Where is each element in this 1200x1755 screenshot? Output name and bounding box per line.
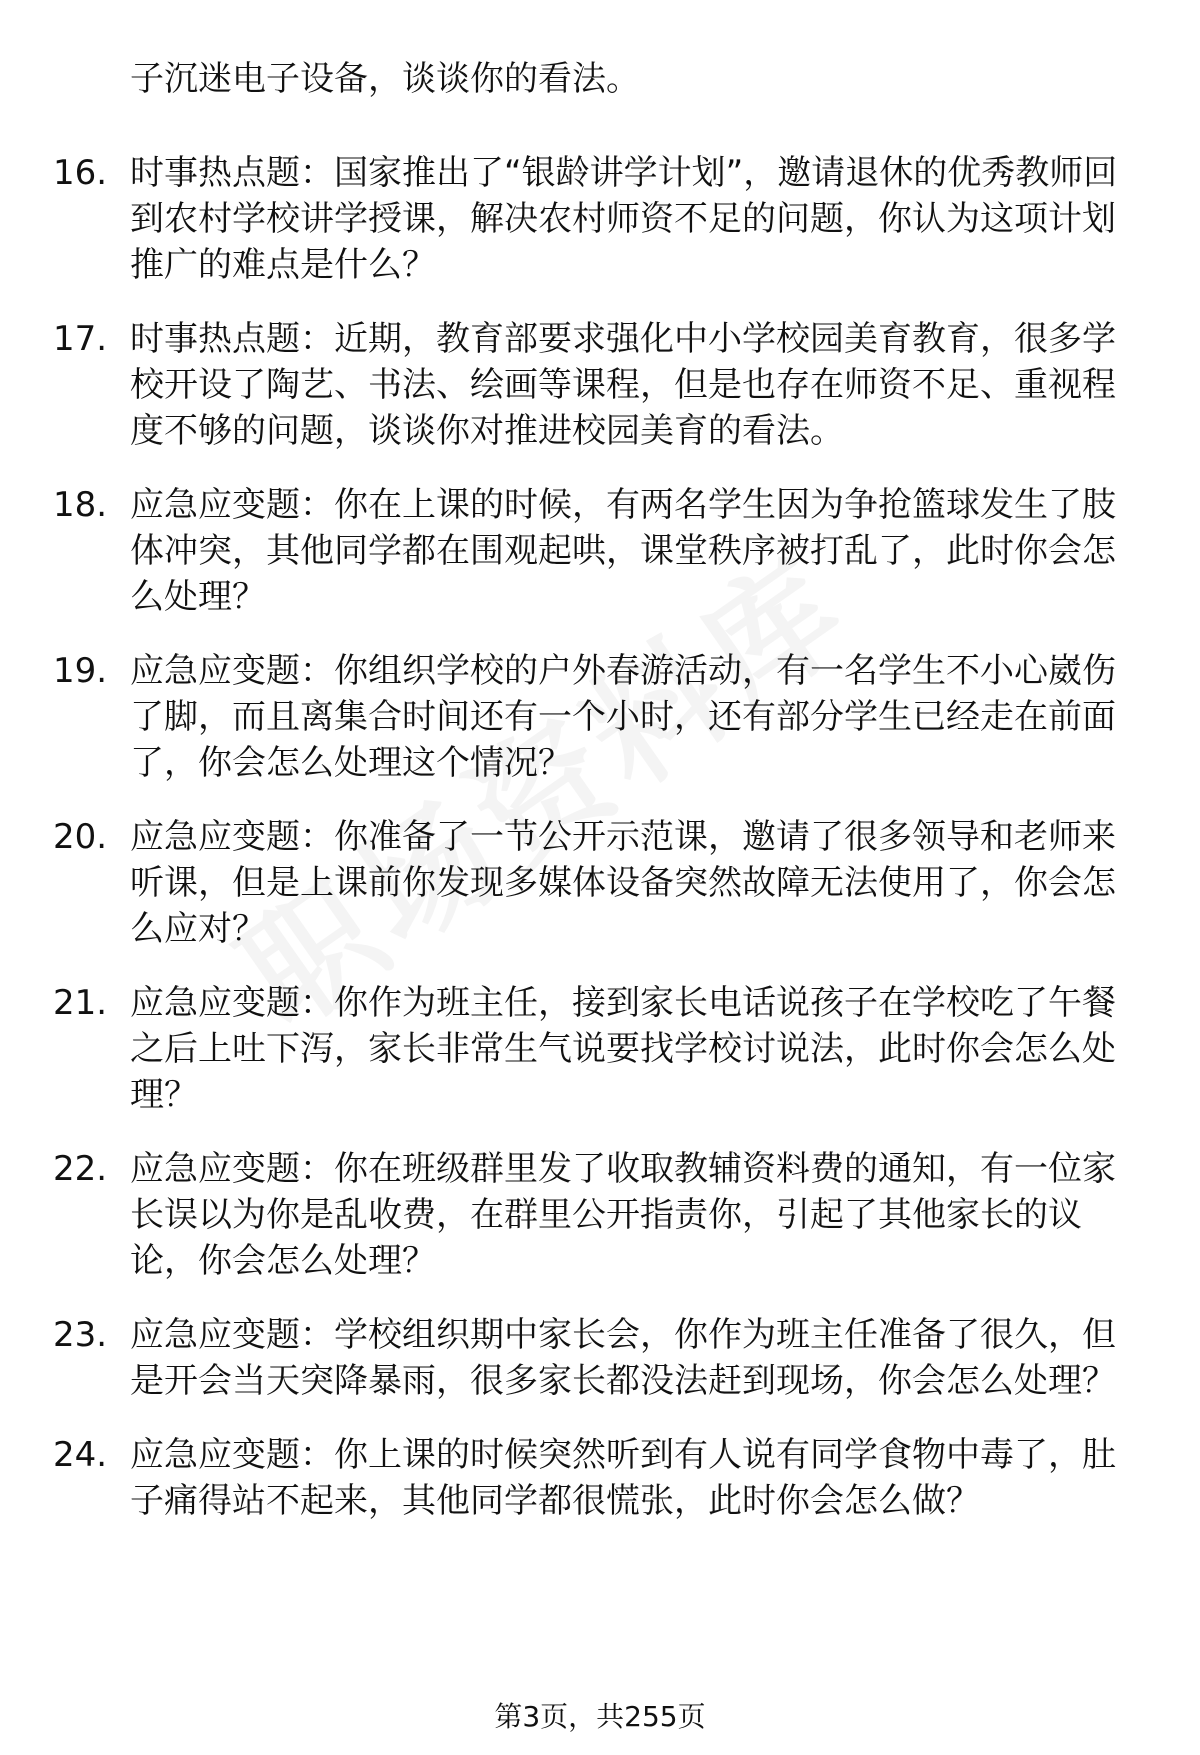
question-18 <box>0 482 1140 620</box>
question-text: 时事热点题：近期，教育部要求强化中小学校园美育教育，很多学校开设了陶艺、书法、绘画等课程，但是也存在师资不足、重视程度不够的问题，谈谈你对推进校园美育的看法。 <box>130 319 1116 451</box>
page-footer: 第3页，共255页 <box>494 1700 706 1733</box>
question-text: 应急应变题：你在班级群里发了收取教辅资料费的通知，有一位家长误以为你是乱收费，在群里公开指责你，引起了其他家长的议论，你会怎么处理？ <box>130 1149 1116 1281</box>
question-text: 应急应变题：你上课的时候突然听到有人说有同学食物中毒了，肚子痛得站不起来，其他同学都很慌张，此时你会怎么做？ <box>130 1435 1116 1521</box>
question-text: 应急应变题：你在上课的时候，有两名学生因为争抢篮球发生了肢体冲突，其他同学都在围观起哄，课堂秩序被打乱了，此时你会怎么处理？ <box>130 485 1116 617</box>
question-text: 应急应变题：你准备了一节公开示范课，邀请了很多领导和老师来听课，但是上课前你发现多媒体设备突然故障无法使用了，你会怎么应对？ <box>130 817 1116 949</box>
question-23 <box>0 1312 1140 1404</box>
question-list <box>0 150 1200 1552</box>
question-19 <box>0 648 1140 786</box>
question-text: 时事热点题：国家推出了“银龄讲学计划”，邀请退休的优秀教师回到农村学校讲学授课，解决农村师资不足的问题，你认为这项计划推广的难点是什么？ <box>130 153 1118 285</box>
question-22 <box>0 1146 1140 1284</box>
question-number: 18. <box>53 485 108 525</box>
question-number: 22. <box>53 1149 108 1189</box>
question-20 <box>0 814 1140 952</box>
question-number: 21. <box>53 983 108 1023</box>
question-16 <box>0 150 1140 288</box>
continuation-text: 子沉迷电子设备，谈谈你的看法。 <box>130 59 640 99</box>
question-17 <box>0 316 1140 454</box>
question-number: 20. <box>53 817 108 857</box>
question-text: 应急应变题：学校组织期中家长会，你作为班主任准备了很久，但是开会当天突降暴雨，很多家长都没法赶到现场，你会怎么处理？ <box>130 1315 1116 1401</box>
question-number: 24. <box>53 1435 108 1475</box>
question-number: 19. <box>53 651 108 691</box>
question-number: 23. <box>53 1315 108 1355</box>
question-text: 应急应变题：你作为班主任，接到家长电话说孩子在学校吃了午餐之后上吐下泻，家长非常生气说要找学校讨说法，此时你会怎么处理？ <box>130 983 1116 1115</box>
question-number: 17. <box>53 319 108 359</box>
question-text: 应急应变题：你组织学校的户外春游活动，有一名学生不小心崴伤了脚，而且离集合时间还有一个小时，还有部分学生已经走在前面了，你会怎么处理这个情况？ <box>130 651 1116 783</box>
question-number: 16. <box>53 153 108 193</box>
question-21 <box>0 980 1140 1118</box>
question-24 <box>0 1432 1140 1524</box>
